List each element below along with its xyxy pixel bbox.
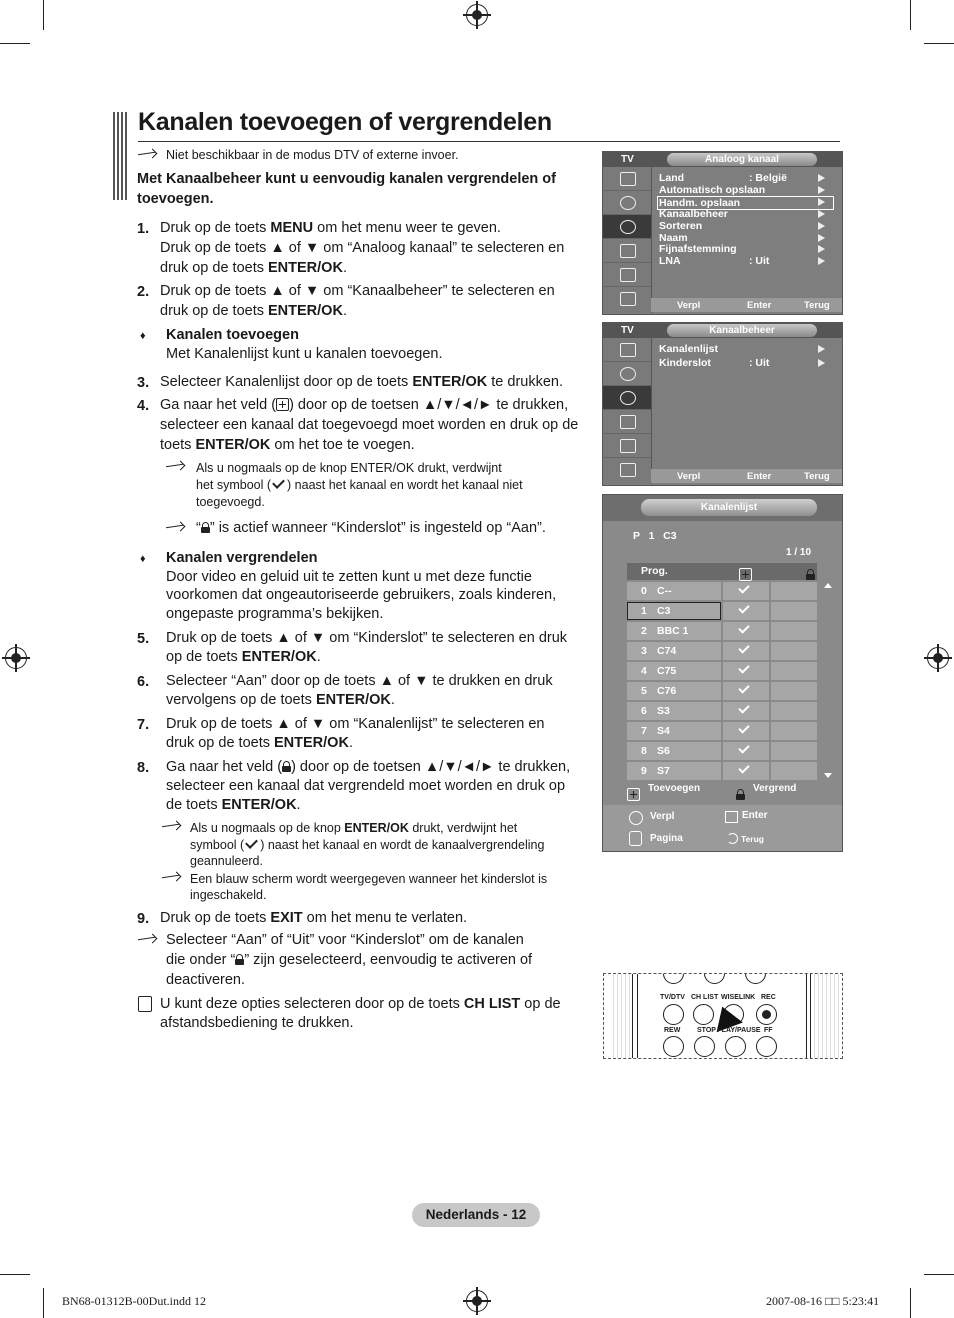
- menu-item-selected[interactable]: Handm. opslaan: [657, 196, 834, 210]
- add-cell[interactable]: [723, 742, 769, 760]
- lock-icon: [282, 761, 291, 772]
- add-cell[interactable]: [723, 662, 769, 680]
- step1-line: Druk op de toets ▲ of ▼ om “Analoog kanaal” te selecteren en: [160, 240, 565, 256]
- note9-line: die onder “ ” zijn geselecteerd, eenvoudig te activeren of: [166, 952, 533, 968]
- step8-line: selecteer een kanaal dat vergrendeld moet worden en druk op: [166, 778, 566, 794]
- tv-label: TV: [621, 325, 634, 336]
- channel-number: 6: [641, 705, 647, 717]
- footer-enter: Enter: [747, 471, 772, 482]
- channel-cell: [627, 682, 721, 700]
- add-cell[interactable]: [723, 642, 769, 660]
- channel-name: S4: [657, 725, 670, 737]
- step-number: 5.: [137, 631, 150, 647]
- checkmark-icon: [738, 702, 749, 713]
- step-number: 7.: [137, 717, 150, 733]
- input-icon: [620, 268, 636, 282]
- crop-mark: [910, 0, 911, 30]
- crop-mark: [924, 1274, 954, 1275]
- menu-item[interactable]: Automatisch opslaan: [659, 184, 766, 196]
- input-icon: [620, 439, 636, 453]
- note-arrow-icon: [162, 819, 180, 836]
- note4a-line: Als u nogmaals op de knop ENTER/OK drukt, verdwijnt: [196, 461, 502, 475]
- page-number: Nederlands - 12: [412, 1203, 540, 1227]
- page-icon: [629, 831, 642, 846]
- submenu-arrow-icon: [818, 174, 825, 182]
- crop-mark: [43, 1288, 44, 1318]
- page-title: Kanalen toevoegen of vergrendelen: [138, 108, 552, 136]
- channel-cell: [627, 702, 721, 720]
- remote-label: STOP: [697, 1027, 716, 1034]
- lock-cell[interactable]: [771, 702, 817, 720]
- lock-icon: [235, 954, 244, 965]
- lock-cell[interactable]: [771, 762, 817, 780]
- lock-legend-icon: [736, 789, 745, 800]
- tv-menu-kanaalbeheer: [602, 322, 843, 486]
- list-header: [627, 563, 817, 580]
- submenu-arrow-icon: [818, 345, 825, 353]
- channel-cell: [627, 762, 721, 780]
- channel-cell: [627, 742, 721, 760]
- submenu-arrow-icon: [818, 210, 825, 218]
- remote-label: FF: [764, 1027, 773, 1034]
- step5-line: Druk op de toets ▲ of ▼ om “Kinderslot” te selecteren en druk: [166, 630, 568, 646]
- lock-cell[interactable]: [771, 662, 817, 680]
- current-channel: P 1 C3: [633, 530, 677, 542]
- add-cell[interactable]: [723, 602, 769, 620]
- page-indicator: 1 / 10: [786, 547, 812, 558]
- channel-name: C--: [657, 585, 672, 597]
- footer-back: Terug: [804, 300, 830, 311]
- channel-name: C75: [657, 665, 677, 677]
- note-arrow-icon: [162, 870, 180, 887]
- note9-line: Selecteer “Aan” of “Uit” voor “Kinderslot” om de kanalen: [166, 932, 524, 948]
- checkmark-icon: [245, 836, 258, 849]
- note4a-line: het symbool ( ) naast het kanaal en wordt het kanaal niet: [196, 478, 523, 492]
- section-heading-add: Kanalen toevoegen: [166, 327, 299, 343]
- picture-icon: [620, 172, 636, 186]
- channel-icon: [620, 391, 636, 405]
- checkmark-icon: [738, 622, 749, 633]
- step9-line: Druk op de toets EXIT om het menu te verlaten.: [160, 910, 468, 926]
- lock-icon: [201, 522, 210, 533]
- checkmark-icon: [738, 642, 749, 653]
- note-top: [138, 147, 156, 164]
- step1-line: Druk op de toets MENU om het menu weer te geven.: [160, 220, 501, 236]
- footer-enter: Enter: [742, 810, 768, 821]
- checkmark-icon: [738, 682, 749, 693]
- title-stripes: [113, 112, 127, 200]
- sound-icon: [620, 196, 636, 210]
- note-arrow-icon: [166, 520, 184, 537]
- note-arrow-icon: [166, 459, 184, 476]
- tip-line: U kunt deze opties selecteren door op de toets CH LIST op de: [160, 996, 561, 1012]
- step4-line: selecteer een kanaal dat toegevoegd moet worden en druk op de: [160, 417, 579, 433]
- add-legend-icon: [627, 788, 640, 801]
- step4-line: Ga naar het veld ( ) door op de toetsen ▲/▼/◄/► te drukken,: [160, 397, 569, 413]
- add-cell[interactable]: [723, 762, 769, 780]
- rec-button[interactable]: [756, 1004, 777, 1025]
- note8b-line: Een blauw scherm wordt weergegeven wanneer het kinderslot is: [190, 872, 548, 886]
- tv-menu-kanalenlijst: [602, 494, 843, 852]
- note-top-text: Niet beschikbaar in de modus DTV of externe invoer.: [166, 148, 459, 162]
- menu-item[interactable]: Fijnafstemming: [659, 243, 737, 255]
- remote-label: CH LIST: [691, 994, 719, 1001]
- footer-move: Verpl: [650, 811, 675, 822]
- list-footer: [603, 805, 842, 851]
- crop-mark: [910, 1288, 911, 1318]
- tv-dtv-button[interactable]: [663, 1004, 684, 1025]
- checkmark-icon: [738, 662, 749, 673]
- tip-line: afstandsbediening te drukken.: [160, 1015, 354, 1031]
- section-desc-lock: ongepaste programma’s bekijken.: [166, 606, 384, 622]
- remote-label: REW: [664, 1027, 681, 1034]
- section-desc-add: Met Kanalenlijst kunt u kanalen toevoegen.: [166, 346, 443, 362]
- remote-control-detail: [603, 973, 843, 1059]
- step2-line: Druk op de toets ▲ of ▼ om “Kanaalbeheer” te selecteren en: [160, 283, 555, 299]
- enter-icon: [725, 811, 738, 823]
- section-desc-lock: Door video en geluid uit te zetten kunt u met deze functie: [166, 569, 532, 585]
- footer-back: Terug: [804, 471, 830, 482]
- footer-move: Verpl: [677, 471, 701, 482]
- submenu-arrow-icon: [818, 222, 825, 230]
- step6-line: Selecteer “Aan” door op de toets ▲ of ▼ te drukken en druk: [166, 673, 553, 689]
- scroll-up-icon[interactable]: [824, 583, 832, 588]
- submenu-arrow-icon: [818, 234, 825, 242]
- note4a-line: toegevoegd.: [196, 495, 265, 509]
- crop-mark: [0, 1274, 30, 1275]
- submenu-arrow-icon: [818, 198, 825, 206]
- remote-label: TV/DTV: [660, 994, 685, 1001]
- play-pause-button[interactable]: [725, 1036, 746, 1057]
- channel-number: 9: [641, 765, 647, 777]
- note8a-line: geannuleerd.: [190, 854, 263, 868]
- ff-button[interactable]: [756, 1036, 777, 1057]
- menu-header: Kanaalbeheer: [667, 324, 817, 337]
- channel-name: C3: [657, 605, 671, 617]
- intro-text: Met Kanaalbeheer kunt u eenvoudig kanalen vergrendelen of toevoegen.: [137, 171, 556, 207]
- step-number: 4.: [137, 398, 150, 414]
- menu-item[interactable]: Kanaalbeheer: [659, 208, 728, 220]
- channel-number: 8: [641, 745, 647, 757]
- checkmark-icon: [738, 722, 749, 733]
- section-desc-lock: voorkomen dat ongeautoriseerde gebruikers, zoals kinderen,: [166, 587, 557, 603]
- lock-cell[interactable]: [771, 722, 817, 740]
- add-cell[interactable]: [723, 722, 769, 740]
- step5-line: op de toets ENTER/OK.: [166, 649, 321, 665]
- checkmark-icon: [272, 476, 285, 489]
- channel-name: S6: [657, 745, 670, 757]
- crop-mark: [924, 43, 954, 44]
- menu-side-icons: [603, 167, 652, 313]
- application-icon: [620, 463, 636, 477]
- registration-mark-icon: [927, 647, 949, 669]
- bullet-icon: ♦: [140, 553, 146, 565]
- checkmark-icon: [738, 582, 749, 593]
- remote-label: REC: [761, 994, 776, 1001]
- add-field-icon: [276, 398, 289, 411]
- menu-item[interactable]: Kinderslot : Uit: [659, 357, 770, 369]
- bullet-icon: ♦: [140, 330, 146, 342]
- setup-icon: [620, 415, 636, 429]
- menu-item[interactable]: Sorteren: [659, 220, 703, 232]
- step7-line: druk op de toets ENTER/OK.: [166, 735, 353, 751]
- channel-cell: [627, 722, 721, 740]
- add-cell[interactable]: [723, 582, 769, 600]
- channel-name: S7: [657, 765, 670, 777]
- add-cell[interactable]: [723, 622, 769, 640]
- remote-label: WISELINK: [721, 994, 756, 1001]
- footer-move: Verpl: [677, 300, 701, 311]
- channel-number: 2: [641, 625, 647, 637]
- lock-column-icon: [806, 569, 815, 580]
- sound-icon: [620, 367, 636, 381]
- checkmark-icon: [738, 742, 749, 753]
- lock-cell[interactable]: [771, 582, 817, 600]
- footer-back: Terug: [741, 834, 764, 844]
- rew-button[interactable]: [663, 1036, 684, 1057]
- channel-name: BBC 1: [657, 625, 689, 637]
- channel-icon: [620, 220, 636, 234]
- slug-right: 2007-08-16 □□ 5:23:41: [766, 1294, 880, 1308]
- lock-cell[interactable]: [771, 602, 817, 620]
- channel-number: 1: [641, 605, 647, 617]
- channel-cell: [627, 622, 721, 640]
- channel-number: 4: [641, 665, 647, 677]
- submenu-arrow-icon: [818, 257, 825, 265]
- step8-line: Ga naar het veld ( ) door op de toetsen ▲/▼/◄/► te drukken,: [166, 759, 571, 775]
- lock-cell[interactable]: [771, 642, 817, 660]
- add-cell[interactable]: [723, 702, 769, 720]
- tv-label: TV: [621, 154, 634, 165]
- channel-cell: [627, 642, 721, 660]
- note8b-line: ingeschakeld.: [190, 888, 267, 902]
- picture-icon: [620, 343, 636, 357]
- slug-left: BN68-01312B-00Dut.indd 12: [62, 1294, 206, 1308]
- lock-cell[interactable]: [771, 682, 817, 700]
- submenu-arrow-icon: [818, 245, 825, 253]
- add-column-icon: [739, 568, 752, 581]
- menu-item[interactable]: LNA : Uit: [659, 255, 770, 267]
- crop-mark: [0, 43, 30, 44]
- channel-cell: [627, 662, 721, 680]
- menu-header: Kanalenlijst: [641, 499, 817, 516]
- back-icon: [727, 833, 738, 844]
- submenu-arrow-icon: [818, 186, 825, 194]
- column-prog: Prog.: [641, 565, 668, 577]
- footer-enter: Enter: [747, 300, 772, 311]
- submenu-arrow-icon: [818, 359, 825, 367]
- note4b-line: “ ” is actief wanneer “Kinderslot” is ingesteld op “Aan”.: [196, 520, 546, 536]
- step8-line: de toets ENTER/OK.: [166, 797, 301, 813]
- step-number: 9.: [137, 911, 150, 927]
- menu-footer: [651, 298, 842, 312]
- channel-number: 0: [641, 585, 647, 597]
- legend-lock: Vergrend: [753, 783, 797, 794]
- registration-mark-icon: [466, 4, 488, 26]
- channel-cell: [627, 602, 721, 620]
- lock-cell[interactable]: [771, 742, 817, 760]
- step-number: 8.: [137, 760, 150, 776]
- crop-mark: [43, 0, 44, 30]
- step3-line: Selecteer Kanalenlijst door op de toets ENTER/OK te drukken.: [160, 374, 563, 390]
- note-arrow-icon: [138, 932, 156, 949]
- step6-line: vervolgens op de toets ENTER/OK.: [166, 692, 395, 708]
- remote-label: PLAY/PAUSE: [717, 1027, 761, 1034]
- note8a-line: symbool ( ) naast het kanaal en wordt de kanaalvergrendeling: [190, 838, 545, 852]
- application-icon: [620, 292, 636, 306]
- channel-number: 7: [641, 725, 647, 737]
- note-arrow-icon: [138, 149, 156, 159]
- step2-line: druk op de toets ENTER/OK.: [160, 303, 347, 319]
- channel-cell: [627, 582, 721, 600]
- channel-name: C74: [657, 645, 677, 657]
- registration-mark-icon: [5, 647, 27, 669]
- step1-line: druk op de toets ENTER/OK.: [160, 260, 347, 276]
- menu-item[interactable]: Kanalenlijst: [659, 343, 718, 355]
- add-cell[interactable]: [723, 682, 769, 700]
- footer-page: Pagina: [650, 833, 683, 844]
- checkmark-icon: [738, 762, 749, 773]
- menu-item[interactable]: Land : België: [659, 172, 787, 184]
- step-number: 1.: [137, 221, 150, 237]
- menu-item[interactable]: Naam: [659, 232, 688, 244]
- note8a-line: Als u nogmaals op de knop ENTER/OK drukt, verdwijnt het: [190, 821, 518, 835]
- checkmark-icon: [738, 602, 749, 613]
- step4-line: toets ENTER/OK om het toe te voegen.: [160, 437, 415, 453]
- step7-line: Druk op de toets ▲ of ▼ om “Kanalenlijst” te selecteren en: [166, 716, 545, 732]
- channel-name: S3: [657, 705, 670, 717]
- legend-add: Toevoegen: [648, 783, 701, 794]
- move-icon: [629, 811, 643, 825]
- title-rule: [138, 141, 840, 142]
- section-heading-lock: Kanalen vergrendelen: [166, 550, 318, 566]
- menu-footer: [651, 469, 842, 483]
- step-number: 6.: [137, 674, 150, 690]
- menu-header: Analoog kanaal: [667, 153, 817, 166]
- menu-side-icons: [603, 338, 652, 484]
- step-number: 3.: [137, 375, 150, 391]
- channel-number: 3: [641, 645, 647, 657]
- lock-cell[interactable]: [771, 622, 817, 640]
- step-number: 2.: [137, 284, 150, 300]
- setup-icon: [620, 244, 636, 258]
- hand-tip-icon: [138, 996, 152, 1012]
- channel-number: 5: [641, 685, 647, 697]
- stop-button[interactable]: [694, 1036, 715, 1057]
- channel-name: C76: [657, 685, 677, 697]
- registration-mark-icon: [466, 1290, 488, 1312]
- note9-line: deactiveren.: [166, 972, 245, 988]
- scroll-down-icon[interactable]: [824, 773, 832, 778]
- tv-menu-analoog-kanaal: [602, 151, 843, 315]
